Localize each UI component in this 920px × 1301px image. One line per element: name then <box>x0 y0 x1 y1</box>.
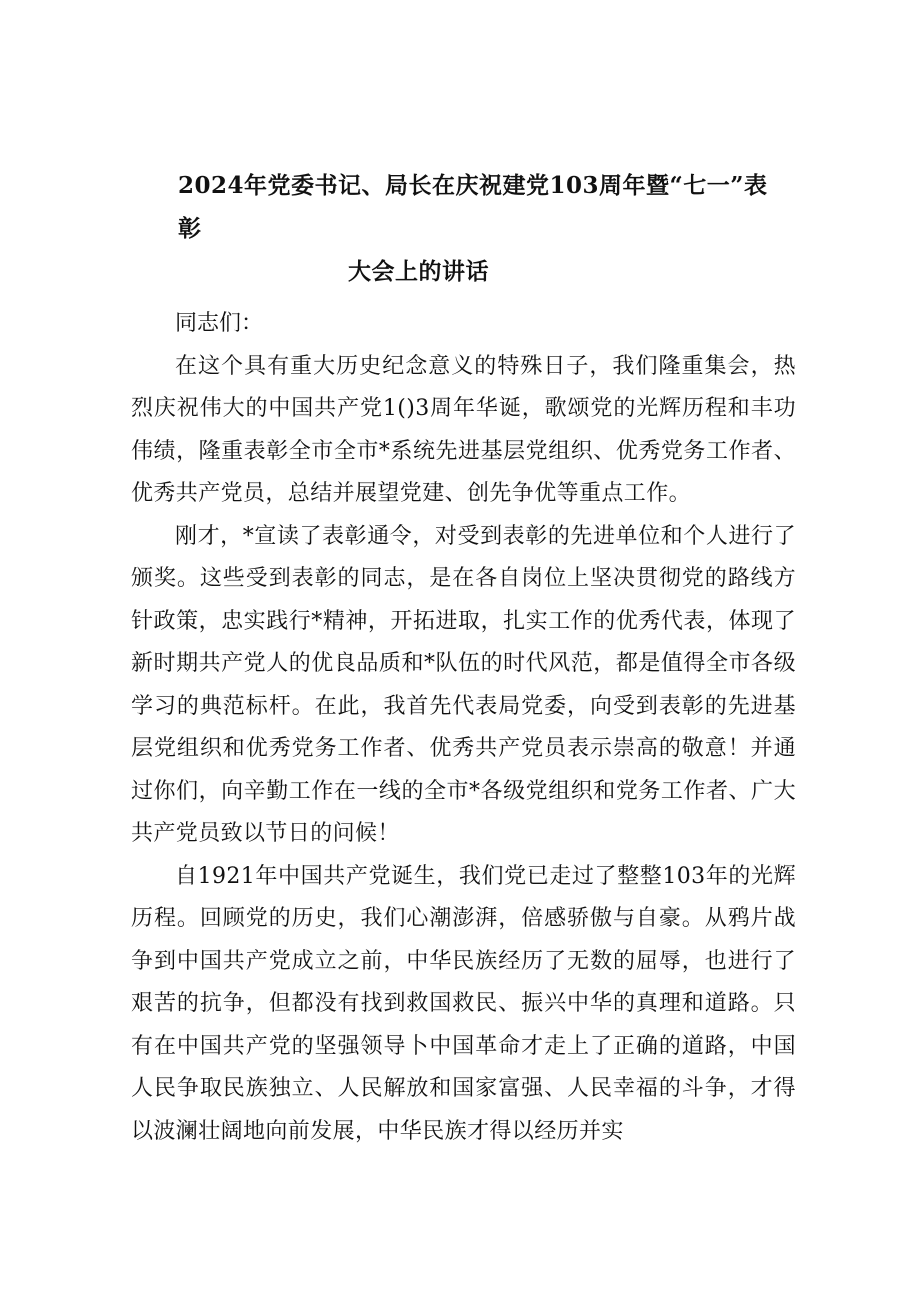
document-body <box>131 303 796 1153</box>
title-line-2: 大会上的讲话 <box>348 258 489 285</box>
paragraph-3: 自1921年中国共产党诞生，我们党已走过了整整103年的光辉历程。回顾党的历史，我们心潮澎湃，倍感骄傲与自豪。从鸦片战争到中国共产党成立之前，中华民族经历了无数的屈辱，也进行了艰苦的抗争，但都没有找到救国救民、振兴中华的真理和道路。只有在中国共产党的坚强领导卜中国革命才走上了正确的道路，中国人民争取民族独立、人民解放和国家富强、人民幸福的斗争，才得以波澜壮阔地向前发展，中华民族才得以经历并实 <box>131 863 796 1144</box>
title-line-1: 2024年党委书记、局长在庆祝建党103周年暨“七一”表彰 <box>178 172 768 242</box>
paragraph-2: 刚才，*宣读了表彰通令，对受到表彰的先进单位和个人进行了颁奖。这些受到表彰的同志，是在各自岗位上坚决贯彻党的路线方针政策，忠实践行*精神，开拓进取，扎实工作的优秀代表，体现了新时期共产党人的优良品质和*队伍的时代风范，都是值得全市各级学习的典范标杆。在此，我首先代表局党委，向受到表彰的先进基层党组织和优秀党务工作者、优秀共产党员表示崇高的敬意！并通过你们，向辛勤工作在一线的全市*各级党组织和党务工作者、广大共产党员致以节日的问候！ <box>131 523 796 846</box>
paragraph-1: 在这个具有重大历史纪念意义的特殊日子，我们隆重集会，热烈庆祝伟大的中国共产党1()3周年华诞，歌颂党的光辉历程和丰功伟绩，隆重表彰全市全市*系统先进基层党组织、优秀党务工作者、优秀共产党员，总结并展望党建、创先争优等重点工作。 <box>131 353 796 506</box>
document-title <box>178 164 778 293</box>
salutation: 同志们： <box>175 311 264 336</box>
